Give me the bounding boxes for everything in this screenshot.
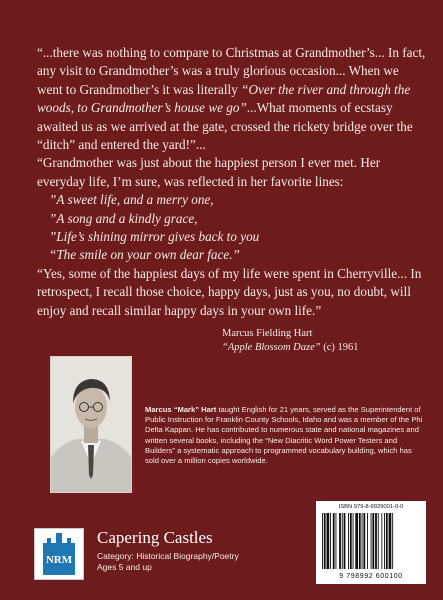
bio-author-name: Marcus “Mark” Hart (145, 405, 217, 414)
barcode-bars-icon (320, 513, 422, 569)
quote-paragraph-1: “...there was nothing to compare to Christmas at Grandmother’s... In fact, any visit to Grandmother’s was a truly glorious occasion... When we went to Grandmother’s it was literally “Over the river and through the woods, to Grandmother’s house we go”...What moments of ecstasy awaited us as we arrived at the gate, crossed the rickety bridge over the “ditch” and entered the yard!”... (37, 45, 426, 153)
isbn-number: ISBN 979-8-9929001-0-0 (338, 504, 404, 510)
publisher-info (97, 528, 239, 573)
bio-text: taught English for 21 years, served as the Superintendent of Public Instruction for Franklin County Schools, Idaho and was a member of the Phi Delta Kappan. He has contributed to numerous state and national magazines and written several books, including the “New Diacritic Word Power Testers and Builders” a systematic approach to programmed vocabulary building, which has sold over a million copies worldwide. (145, 405, 423, 466)
author-bio (145, 405, 423, 466)
poem (49, 191, 427, 265)
castle-logo-icon (35, 529, 83, 579)
logo-text: NRM (45, 554, 73, 566)
quote-paragraph-2: “Grandmother was just about the happiest person I ever met. Her everyday life, I’m sure, was reflected in her favorite lines: (37, 155, 381, 189)
isbn-barcode (316, 501, 426, 584)
poem-line: ”A song and a kindly grace, (49, 210, 198, 226)
age-range: Ages 5 and up (97, 562, 152, 572)
poem-line: ”A sweet life, and a merry one, (49, 192, 214, 208)
author-photo (50, 356, 132, 493)
quote-block (37, 44, 427, 320)
author-portrait-image (51, 357, 131, 492)
book-category: Category: Historical Biography/Poetry (97, 551, 239, 561)
quote-paragraph-3: “Yes, some of the happiest days of my life were spent in Cherryville... In retrospect, I recall those choice, happy days, just as you, no doubt, will enjoy and recall similar happy days in your own life.” (37, 265, 422, 318)
publisher-name: Capering Castles (97, 528, 213, 547)
song-lyric: “Over the river and through the woods, to Grandmother’s house we go” (37, 81, 411, 116)
attribution-source: “Apple Blossom Daze” (c) 1961 (222, 342, 359, 353)
poem-line: ”Life’s shining mirror gives back to you (49, 229, 260, 245)
attribution-author: Marcus Fielding Hart (222, 328, 313, 339)
publisher-logo (34, 528, 84, 580)
attribution (222, 327, 359, 355)
barcode-digits: 9 798992 600100 (339, 573, 403, 580)
poem-line: “The smile on your own dear face.” (49, 247, 240, 263)
